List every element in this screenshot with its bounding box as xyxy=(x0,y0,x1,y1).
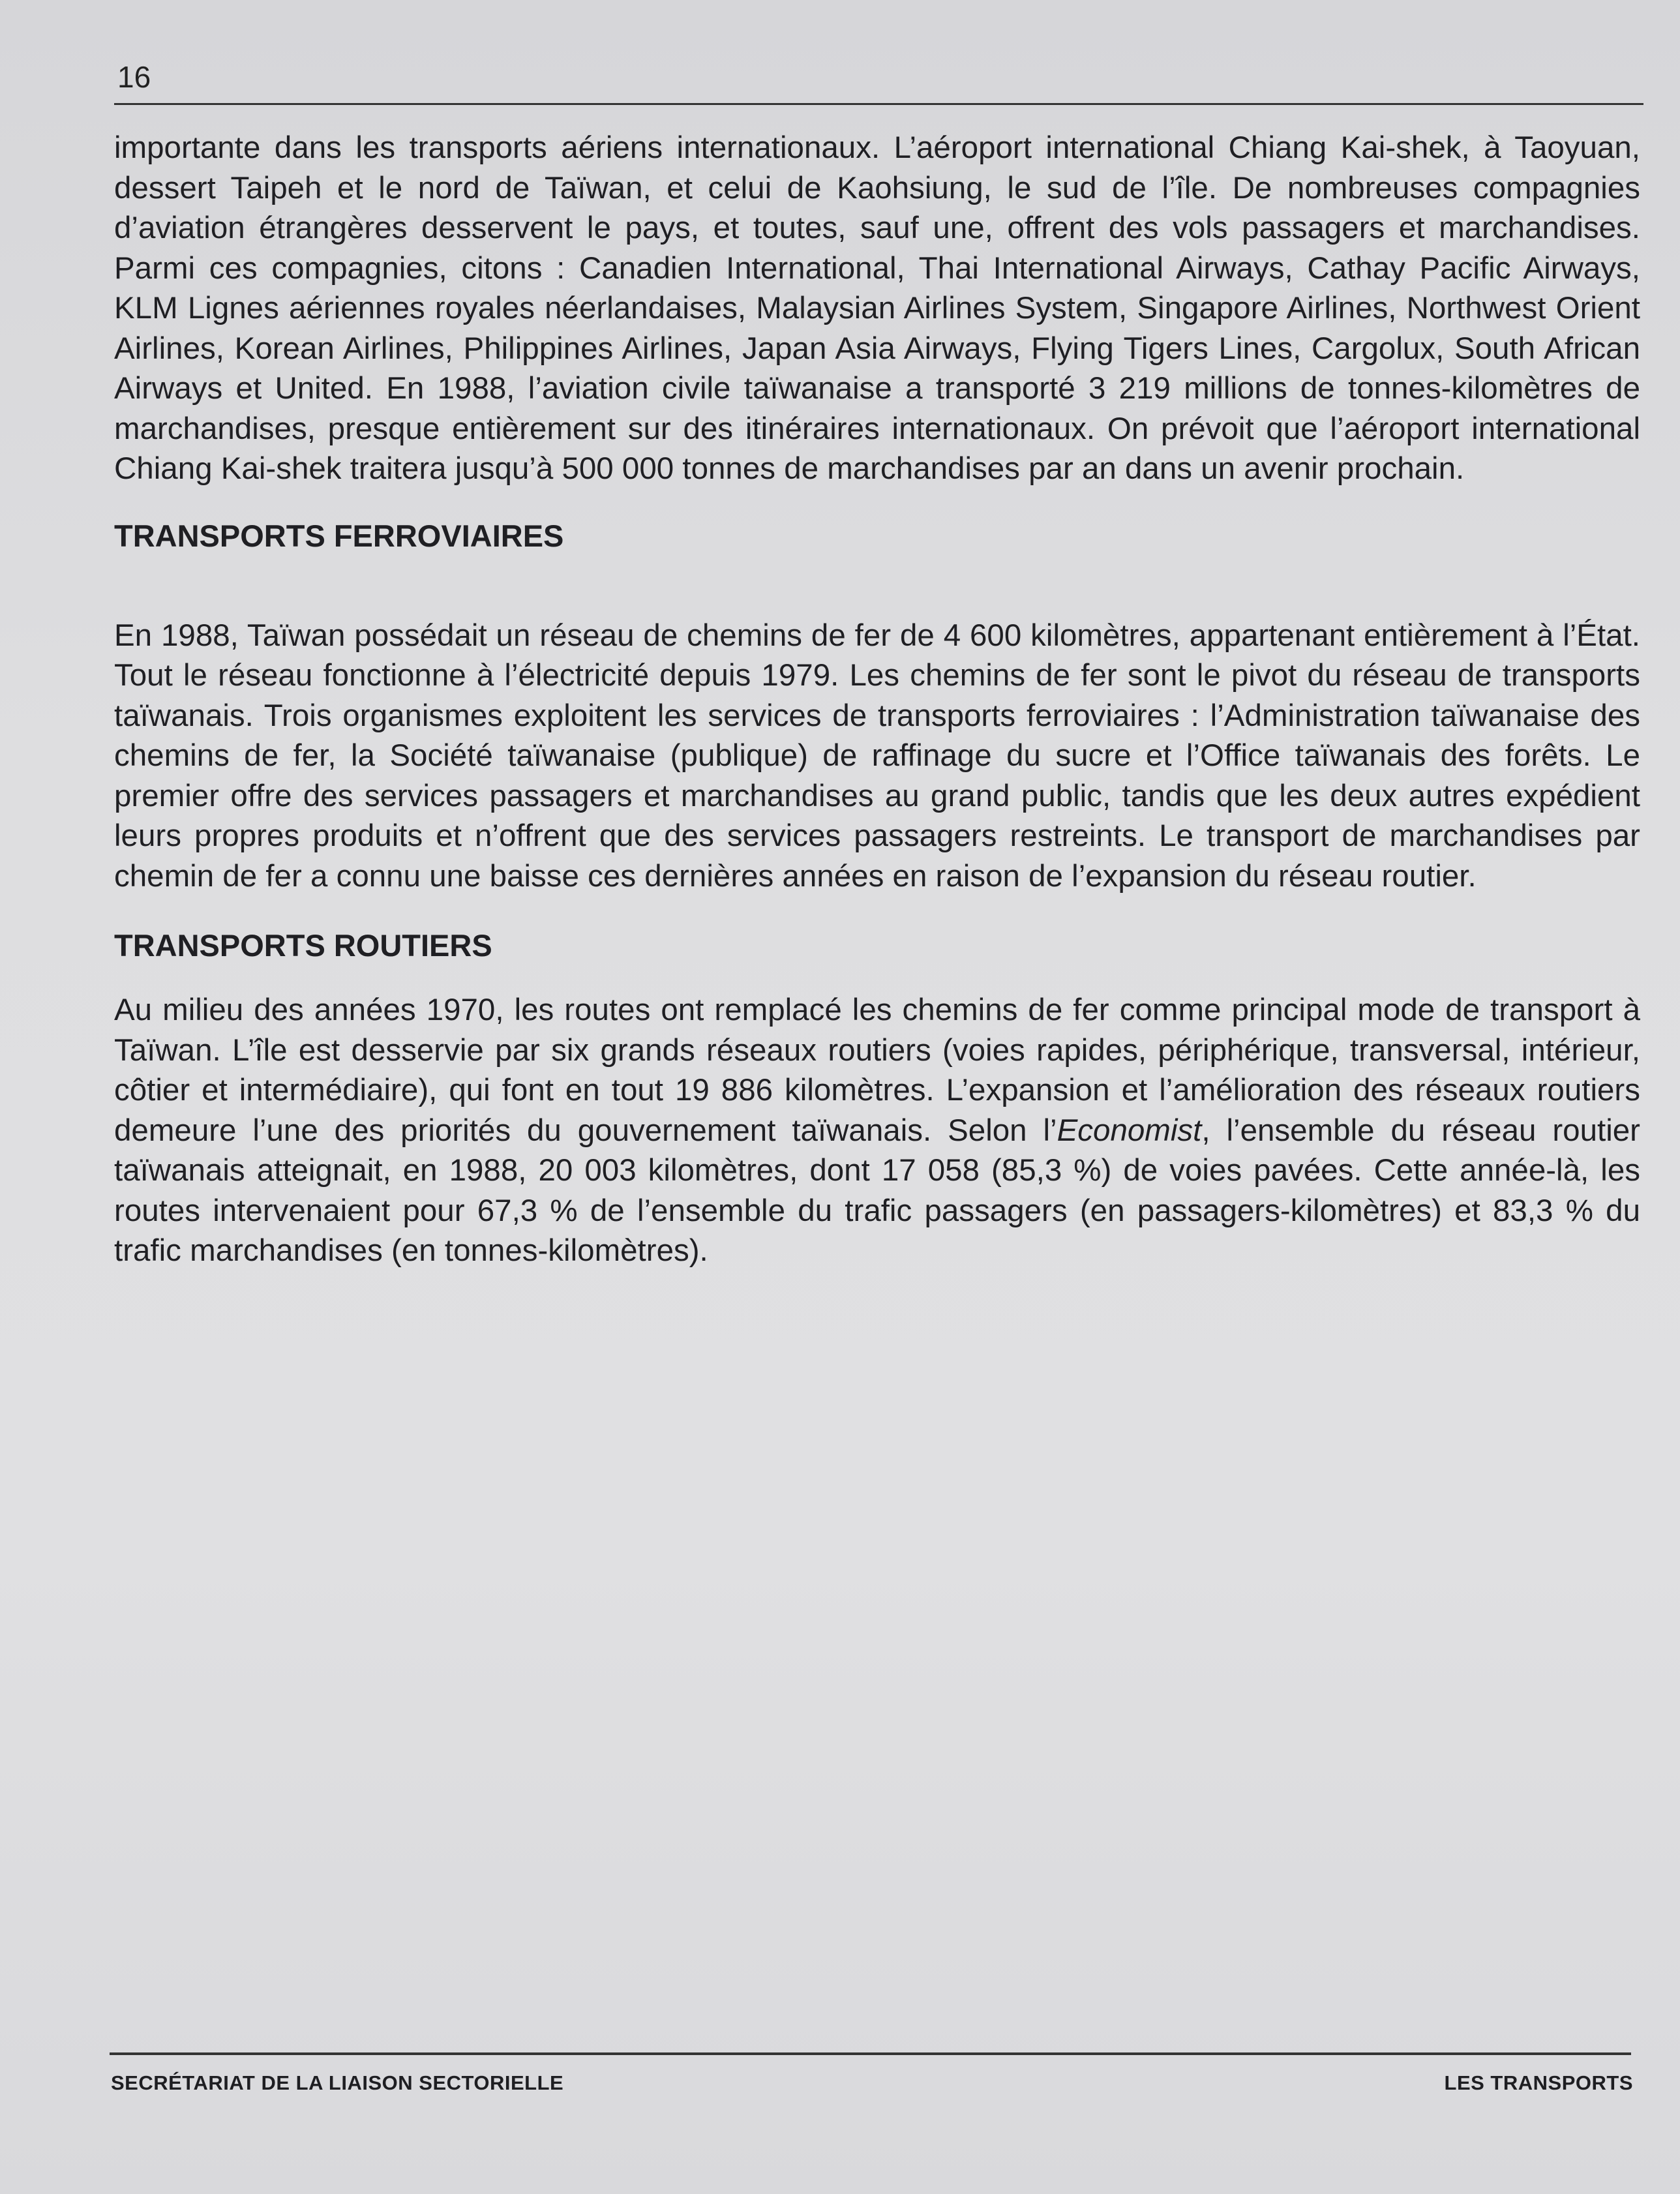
page-number: 16 xyxy=(117,60,151,94)
intro-paragraph: importante dans les transports aériens internationaux. L’aéroport international Chiang Kai-shek, à Taoyuan, dessert Taipeh et le nord de Taïwan, et celui de Kaohsiung, le sud de l’île. De nombreuses compagnies d’aviation étrangères desservent le pays, et toutes, sauf une, offrent des vols passagers et marchandises. Parmi ces compagnies, citons : Canadien International, Thai International Airways, Cathay Pacific Airways, KLM Lignes aériennes royales néerlandaises, Malaysian Airlines System, Singapore Airlines, Northwest Orient Airlines, Korean Airlines, Philippines Airlines, Japan Asia Airways, Flying Tigers Lines, Cargolux, South African Airways et United. En 1988, l’aviation civile taïwanaise a transporté 3 219 millions de tonnes-kilomètres de marchandises, presque entièrement sur des itinéraires internationaux. On prévoit que l’aéroport international Chiang Kai-shek traitera jusqu’à 500 000 tonnes de marchandises par an dans un avenir prochain. xyxy=(114,130,1640,486)
routiers-paragraph xyxy=(114,990,1640,1271)
section-heading-ferroviaires: TRANSPORTS FERROVIAIRES xyxy=(114,518,564,553)
footer-organization: SECRÉTARIAT DE LA LIAISON SECTORIELLE xyxy=(111,2071,564,2094)
footer-rule xyxy=(110,2052,1631,2055)
main-content xyxy=(114,128,1640,1271)
ferroviaires-paragraph: En 1988, Taïwan possédait un réseau de chemins de fer de 4 600 kilomètres, appartenant entièrement à l’État. Tout le réseau fonctionne à l’électricité depuis 1979. Les chemins de fer sont le pivot du réseau de transports taïwanais. Trois organismes exploitent les services de transports ferroviaires : l’Administration taïwanaise des chemins de fer, la Société taïwanaise (publique) de raffinage du sucre et l’Office taïwanais des forêts. Le premier offre des services passagers et marchandises au grand public, tandis que les deux autres expédient leurs propres produits et n’offrent que des services passagers restreints. Le transport de marchandises par chemin de fer a connu une baisse ces dernières années en raison de l’expansion du réseau routier. xyxy=(114,618,1640,894)
header-rule xyxy=(114,103,1643,105)
section-heading-routiers: TRANSPORTS ROUTIERS xyxy=(114,928,492,963)
routiers-text-part1: Au milieu des années 1970, les routes ont remplacé les chemins de fer comme principal mode de transport à Taïwan. L’île est desservie par six grands réseaux routiers (voies rapides, périphérique, transversal, intérieur, côtier et intermédiaire), qui font en tout 19 886 kilomètres. L’expansion et l’amélioration des réseaux routiers demeure l’une des priorités du gouvernement taïwanais. Selon l’ xyxy=(114,993,1640,1148)
routiers-text-part2: , l’ensemble du réseau routier taïwanais atteignait, en 1988, 20 003 kilomètres, dont 17 058 (85,3 %) de voies pavées. Cette année-là, les routes intervenaient pour 67,3 % de l’ensemble du trafic passagers (en passagers-kilomètres) et 83,3 % du trafic marchandises (en tonnes-kilomètres). xyxy=(114,1113,1640,1268)
economist-title: Economist xyxy=(1057,1113,1202,1148)
footer-section-title: LES TRANSPORTS xyxy=(1444,2071,1633,2094)
